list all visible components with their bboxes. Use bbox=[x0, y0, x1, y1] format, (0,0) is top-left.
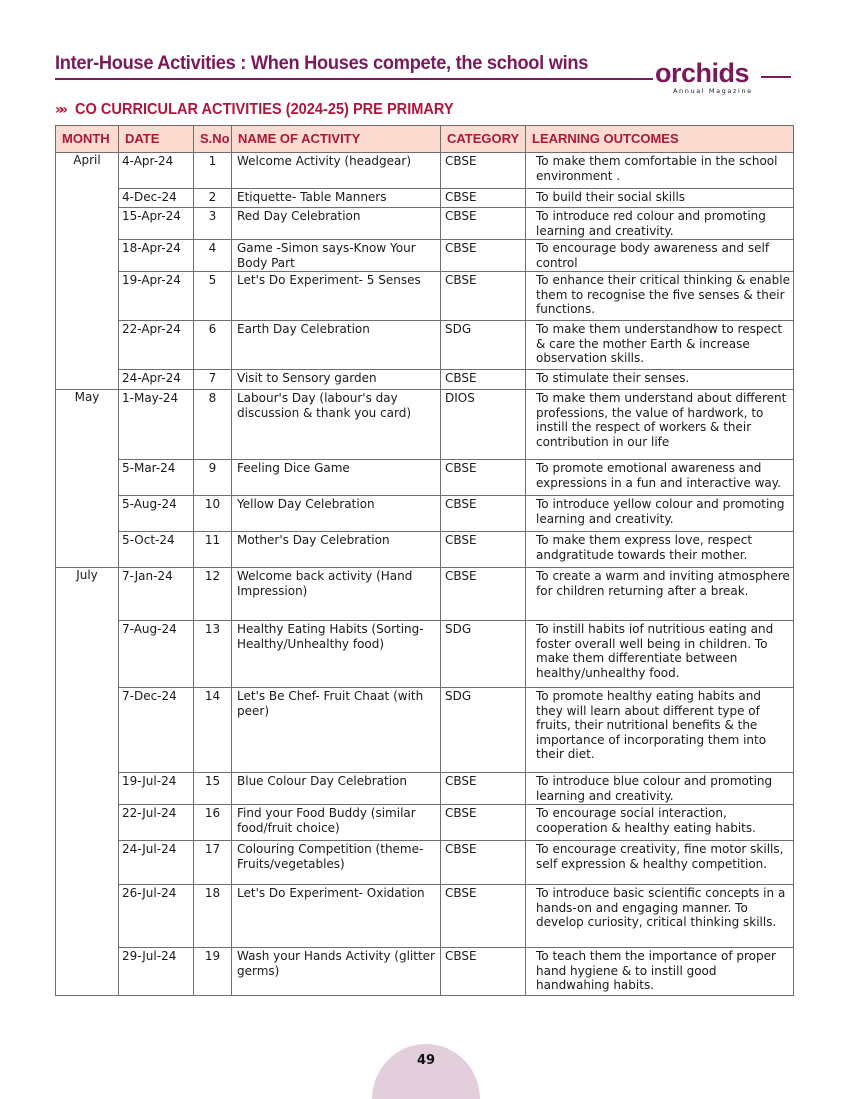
brand-subtitle: Annual Magazine bbox=[673, 87, 753, 95]
learning-outcome-cell: To make them understand about different professions, the value of hardwork, to instill the respect of workers & their contribution in our life bbox=[526, 390, 794, 460]
column-header-outcomes: LEARNING OUTCOMES bbox=[526, 126, 794, 153]
header-divider bbox=[55, 78, 653, 80]
date-cell: 7-Jan-24 bbox=[119, 568, 194, 621]
serial-number-cell: 9 bbox=[194, 460, 232, 496]
date-cell: 29-Jul-24 bbox=[119, 948, 194, 996]
table-row bbox=[56, 272, 794, 321]
serial-number-cell: 4 bbox=[194, 240, 232, 272]
page-header-title: Inter-House Activities : When Houses compete, the school wins bbox=[55, 53, 589, 74]
column-header-category: CATEGORY bbox=[441, 126, 526, 153]
category-cell: CBSE bbox=[441, 841, 526, 885]
month-cell: July bbox=[56, 568, 119, 996]
learning-outcome-cell: To enhance their critical thinking & enable them to recognise the five senses & their functions. bbox=[526, 272, 794, 321]
table-row bbox=[56, 621, 794, 688]
serial-number-cell: 18 bbox=[194, 885, 232, 948]
date-cell: 24-Apr-24 bbox=[119, 370, 194, 390]
serial-number-cell: 7 bbox=[194, 370, 232, 390]
activity-name-cell: Yellow Day Celebration bbox=[232, 496, 441, 532]
activity-name-cell: Healthy Eating Habits (Sorting- Healthy/Unhealthy food) bbox=[232, 621, 441, 688]
serial-number-cell: 10 bbox=[194, 496, 232, 532]
category-cell: SDG bbox=[441, 321, 526, 370]
learning-outcome-cell: To teach them the importance of proper hand hygiene & to instill good handwahing habits. bbox=[526, 948, 794, 996]
section-heading bbox=[55, 100, 478, 120]
table-body bbox=[56, 153, 794, 996]
learning-outcome-cell: To introduce yellow colour and promoting learning and creativity. bbox=[526, 496, 794, 532]
serial-number-cell: 11 bbox=[194, 532, 232, 568]
category-cell: CBSE bbox=[441, 153, 526, 189]
serial-number-cell: 14 bbox=[194, 688, 232, 773]
date-cell: 7-Dec-24 bbox=[119, 688, 194, 773]
learning-outcome-cell: To instill habits iof nutritious eating and foster overall well being in children. To make them differentiate between healthy/unhealthy food. bbox=[526, 621, 794, 688]
table-row bbox=[56, 568, 794, 621]
learning-outcome-cell: To introduce red colour and promoting learning and creativity. bbox=[526, 208, 794, 240]
category-cell: CBSE bbox=[441, 532, 526, 568]
table-row bbox=[56, 321, 794, 370]
date-cell: 4-Apr-24 bbox=[119, 153, 194, 189]
table-row bbox=[56, 390, 794, 460]
activity-name-cell: Welcome Activity (headgear) bbox=[232, 153, 441, 189]
serial-number-cell: 3 bbox=[194, 208, 232, 240]
category-cell: CBSE bbox=[441, 885, 526, 948]
category-cell: CBSE bbox=[441, 240, 526, 272]
category-cell: DIOS bbox=[441, 390, 526, 460]
activity-name-cell: Feeling Dice Game bbox=[232, 460, 441, 496]
table-row bbox=[56, 240, 794, 272]
activity-name-cell: Let's Be Chef- Fruit Chaat (with peer) bbox=[232, 688, 441, 773]
serial-number-cell: 1 bbox=[194, 153, 232, 189]
date-cell: 1-May-24 bbox=[119, 390, 194, 460]
category-cell: CBSE bbox=[441, 370, 526, 390]
page-header bbox=[55, 50, 795, 100]
category-cell: CBSE bbox=[441, 568, 526, 621]
table-row bbox=[56, 460, 794, 496]
learning-outcome-cell: To make them comfortable in the school environment . bbox=[526, 153, 794, 189]
category-cell: CBSE bbox=[441, 773, 526, 805]
date-cell: 5-Aug-24 bbox=[119, 496, 194, 532]
learning-outcome-cell: To promote healthy eating habits and they will learn about different type of fruits, their nutritional benefits & the importance of incorporating them into their diet. bbox=[526, 688, 794, 773]
activity-name-cell: Colouring Competition (theme-Fruits/vegetables) bbox=[232, 841, 441, 885]
learning-outcome-cell: To encourage creativity, fine motor skills, self expression & healthy competition. bbox=[526, 841, 794, 885]
date-cell: 5-Mar-24 bbox=[119, 460, 194, 496]
serial-number-cell: 5 bbox=[194, 272, 232, 321]
triple-chevron-right-icon: »» bbox=[55, 102, 64, 118]
table-row bbox=[56, 532, 794, 568]
activity-name-cell: Game -Simon says-Know Your Body Part bbox=[232, 240, 441, 272]
table-header-row bbox=[56, 126, 794, 153]
column-header-sno: S.No bbox=[194, 126, 232, 153]
table-row bbox=[56, 688, 794, 773]
learning-outcome-cell: To create a warm and inviting atmosphere for children returning after a break. bbox=[526, 568, 794, 621]
category-cell: CBSE bbox=[441, 208, 526, 240]
serial-number-cell: 2 bbox=[194, 189, 232, 208]
date-cell: 22-Apr-24 bbox=[119, 321, 194, 370]
activity-name-cell: Let's Do Experiment- Oxidation bbox=[232, 885, 441, 948]
brand-logo bbox=[655, 58, 795, 100]
category-cell: CBSE bbox=[441, 496, 526, 532]
table-row bbox=[56, 208, 794, 240]
learning-outcome-cell: To introduce basic scientific concepts in a hands-on and engaging manner. To develop curiosity, critical thinking skills. bbox=[526, 885, 794, 948]
category-cell: CBSE bbox=[441, 805, 526, 841]
table-row bbox=[56, 189, 794, 208]
activity-name-cell: Etiquette- Table Manners bbox=[232, 189, 441, 208]
date-cell: 24-Jul-24 bbox=[119, 841, 194, 885]
column-header-activity: NAME OF ACTIVITY bbox=[232, 126, 441, 153]
category-cell: CBSE bbox=[441, 189, 526, 208]
serial-number-cell: 19 bbox=[194, 948, 232, 996]
category-cell: SDG bbox=[441, 688, 526, 773]
learning-outcome-cell: To encourage body awareness and self control bbox=[526, 240, 794, 272]
activity-name-cell: Welcome back activity (Hand Impression) bbox=[232, 568, 441, 621]
date-cell: 19-Jul-24 bbox=[119, 773, 194, 805]
serial-number-cell: 8 bbox=[194, 390, 232, 460]
date-cell: 4-Dec-24 bbox=[119, 189, 194, 208]
activity-name-cell: Wash your Hands Activity (glitter germs) bbox=[232, 948, 441, 996]
learning-outcome-cell: To promote emotional awareness and expressions in a fun and interactive way. bbox=[526, 460, 794, 496]
date-cell: 5-Oct-24 bbox=[119, 532, 194, 568]
month-cell: April bbox=[56, 153, 119, 390]
activity-name-cell: Earth Day Celebration bbox=[232, 321, 441, 370]
category-cell: SDG bbox=[441, 621, 526, 688]
table-row bbox=[56, 153, 794, 189]
table-row bbox=[56, 841, 794, 885]
table-row bbox=[56, 805, 794, 841]
date-cell: 26-Jul-24 bbox=[119, 885, 194, 948]
activity-name-cell: Visit to Sensory garden bbox=[232, 370, 441, 390]
date-cell: 18-Apr-24 bbox=[119, 240, 194, 272]
month-cell: May bbox=[56, 390, 119, 568]
column-header-month: MONTH bbox=[56, 126, 119, 153]
activity-name-cell: Let's Do Experiment- 5 Senses bbox=[232, 272, 441, 321]
learning-outcome-cell: To make them understandhow to respect & care the mother Earth & increase observation skills. bbox=[526, 321, 794, 370]
activity-name-cell: Mother's Day Celebration bbox=[232, 532, 441, 568]
serial-number-cell: 12 bbox=[194, 568, 232, 621]
table-row bbox=[56, 496, 794, 532]
activity-name-cell: Find your Food Buddy (similar food/fruit choice) bbox=[232, 805, 441, 841]
brand-divider bbox=[761, 76, 791, 78]
serial-number-cell: 17 bbox=[194, 841, 232, 885]
category-cell: CBSE bbox=[441, 460, 526, 496]
serial-number-cell: 16 bbox=[194, 805, 232, 841]
table-row bbox=[56, 370, 794, 390]
serial-number-cell: 15 bbox=[194, 773, 232, 805]
learning-outcome-cell: To introduce blue colour and promoting learning and creativity. bbox=[526, 773, 794, 805]
date-cell: 22-Jul-24 bbox=[119, 805, 194, 841]
brand-name: orchids bbox=[655, 58, 750, 88]
learning-outcome-cell: To stimulate their senses. bbox=[526, 370, 794, 390]
activity-name-cell: Blue Colour Day Celebration bbox=[232, 773, 441, 805]
table-row bbox=[56, 948, 794, 996]
date-cell: 7-Aug-24 bbox=[119, 621, 194, 688]
section-title: CO CURRICULAR ACTIVITIES (2024-25) PRE PRIMARY bbox=[75, 101, 454, 118]
page-number: 49 bbox=[416, 1053, 436, 1068]
serial-number-cell: 6 bbox=[194, 321, 232, 370]
learning-outcome-cell: To encourage social interaction, cooperation & healthy eating habits. bbox=[526, 805, 794, 841]
column-header-date: DATE bbox=[119, 126, 194, 153]
activity-name-cell: Red Day Celebration bbox=[232, 208, 441, 240]
activities-table bbox=[55, 125, 794, 996]
date-cell: 15-Apr-24 bbox=[119, 208, 194, 240]
category-cell: CBSE bbox=[441, 272, 526, 321]
category-cell: CBSE bbox=[441, 948, 526, 996]
learning-outcome-cell: To make them express love, respect andgratitude towards their mother. bbox=[526, 532, 794, 568]
serial-number-cell: 13 bbox=[194, 621, 232, 688]
date-cell: 19-Apr-24 bbox=[119, 272, 194, 321]
learning-outcome-cell: To build their social skills bbox=[526, 189, 794, 208]
activity-name-cell: Labour's Day (labour's day discussion & thank you card) bbox=[232, 390, 441, 460]
table-row bbox=[56, 885, 794, 948]
table-row bbox=[56, 773, 794, 805]
